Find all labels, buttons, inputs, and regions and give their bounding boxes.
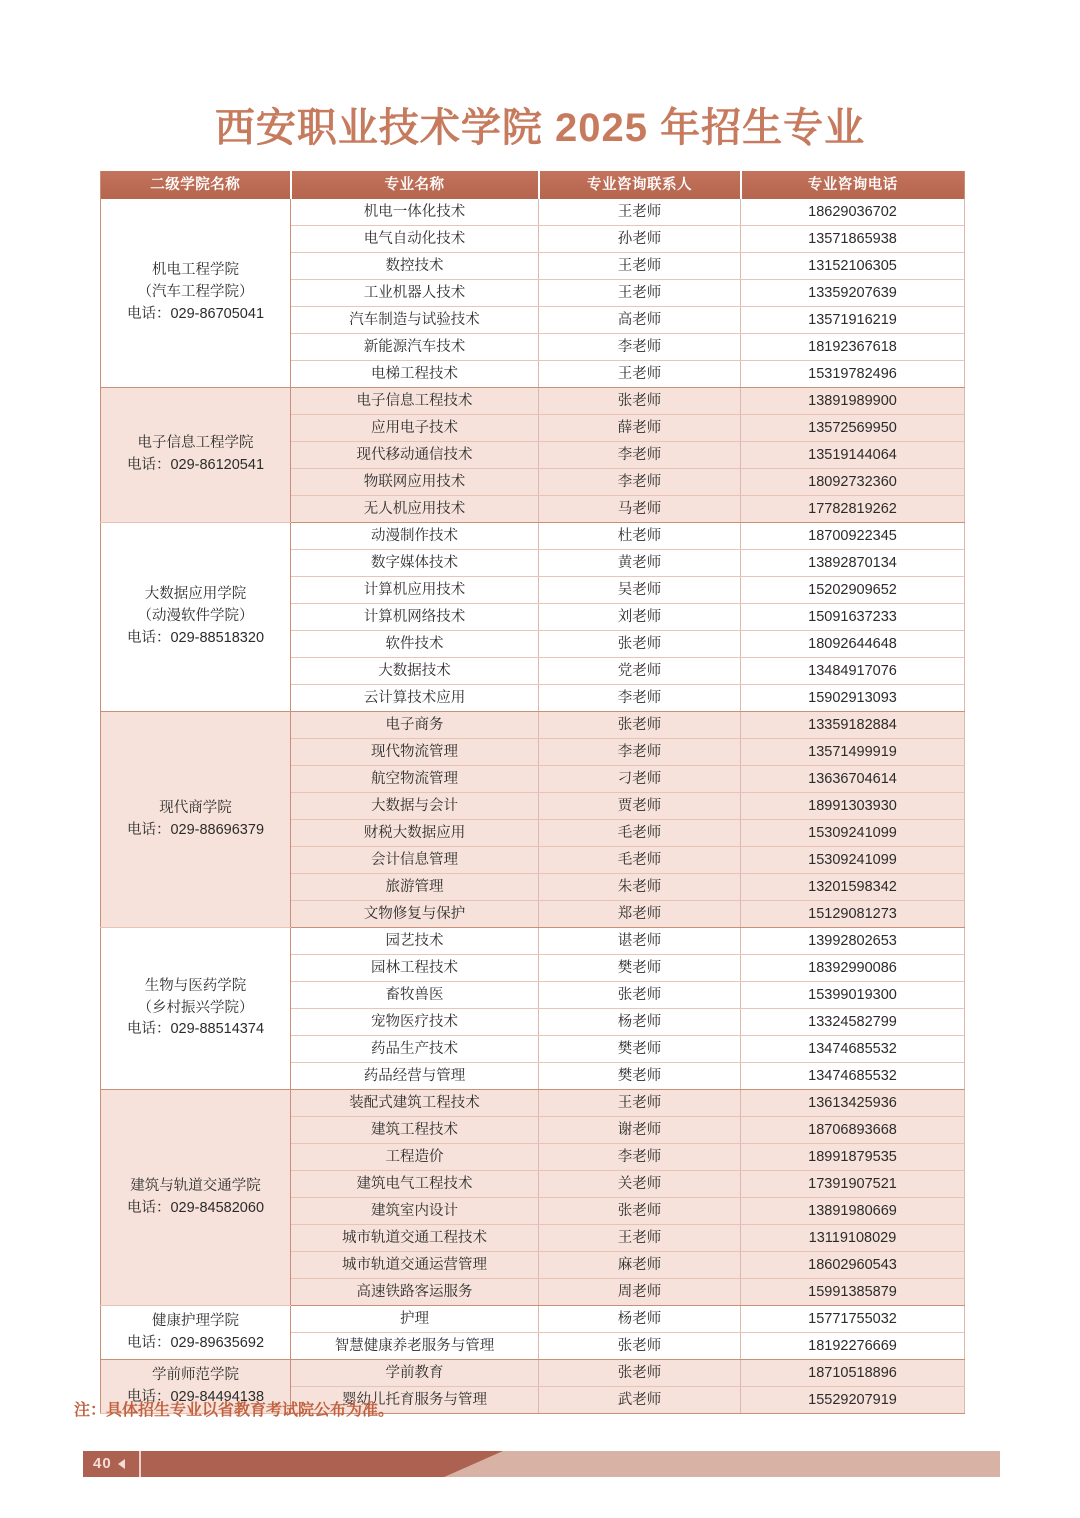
phone-cell: 18092644648 bbox=[741, 631, 965, 658]
major-cell: 数字媒体技术 bbox=[291, 550, 539, 577]
footer-bar-divider bbox=[139, 1451, 141, 1477]
contact-cell: 王老师 bbox=[539, 1090, 741, 1117]
major-cell: 高速铁路客运服务 bbox=[291, 1279, 539, 1306]
college-group bbox=[101, 712, 965, 928]
phone-cell: 13992802653 bbox=[741, 928, 965, 955]
phone-cell: 15091637233 bbox=[741, 604, 965, 631]
contact-cell: 刘老师 bbox=[539, 604, 741, 631]
major-cell: 旅游管理 bbox=[291, 874, 539, 901]
major-cell: 建筑电气工程技术 bbox=[291, 1171, 539, 1198]
major-cell: 现代物流管理 bbox=[291, 739, 539, 766]
phone-cell: 13201598342 bbox=[741, 874, 965, 901]
phone-cell: 15399019300 bbox=[741, 982, 965, 1009]
major-cell: 计算机网络技术 bbox=[291, 604, 539, 631]
phone-cell: 18192367618 bbox=[741, 334, 965, 361]
table-row bbox=[101, 1360, 965, 1387]
major-cell: 工业机器人技术 bbox=[291, 280, 539, 307]
contact-cell: 贾老师 bbox=[539, 793, 741, 820]
table-header-row bbox=[101, 171, 965, 199]
major-cell: 计算机应用技术 bbox=[291, 577, 539, 604]
contact-cell: 李老师 bbox=[539, 469, 741, 496]
contact-cell: 樊老师 bbox=[539, 1063, 741, 1090]
contact-cell: 马老师 bbox=[539, 496, 741, 523]
contact-cell: 王老师 bbox=[539, 253, 741, 280]
contact-cell: 李老师 bbox=[539, 334, 741, 361]
table-row bbox=[101, 712, 965, 739]
phone-cell: 15991385879 bbox=[741, 1279, 965, 1306]
phone-cell: 18192276669 bbox=[741, 1333, 965, 1360]
phone-cell: 18602960543 bbox=[741, 1252, 965, 1279]
major-cell: 大数据技术 bbox=[291, 658, 539, 685]
college-name-cell bbox=[101, 1306, 291, 1360]
table-row bbox=[101, 928, 965, 955]
major-cell: 数控技术 bbox=[291, 253, 539, 280]
phone-cell: 15529207919 bbox=[741, 1387, 965, 1414]
phone-cell: 18991879535 bbox=[741, 1144, 965, 1171]
major-cell: 文物修复与保护 bbox=[291, 901, 539, 928]
contact-cell: 张老师 bbox=[539, 388, 741, 415]
college-name-cell bbox=[101, 712, 291, 928]
contact-cell: 郑老师 bbox=[539, 901, 741, 928]
contact-cell: 毛老师 bbox=[539, 820, 741, 847]
phone-cell: 15129081273 bbox=[741, 901, 965, 928]
table-row bbox=[101, 523, 965, 550]
table-row bbox=[101, 1306, 965, 1333]
phone-cell: 13324582799 bbox=[741, 1009, 965, 1036]
contact-cell: 王老师 bbox=[539, 199, 741, 226]
major-cell: 护理 bbox=[291, 1306, 539, 1333]
college-group bbox=[101, 523, 965, 712]
college-name-line: 学前师范学院 bbox=[152, 1366, 239, 1383]
column-header-contact: 专业咨询联系人 bbox=[539, 171, 741, 199]
table-row bbox=[101, 388, 965, 415]
contact-cell: 李老师 bbox=[539, 1144, 741, 1171]
major-cell: 药品经营与管理 bbox=[291, 1063, 539, 1090]
college-name-line: （动漫软件学院） bbox=[137, 608, 254, 625]
contact-cell: 麻老师 bbox=[539, 1252, 741, 1279]
majors-table bbox=[100, 171, 965, 1414]
major-cell: 宠物医疗技术 bbox=[291, 1009, 539, 1036]
contact-cell: 张老师 bbox=[539, 1198, 741, 1225]
major-cell: 物联网应用技术 bbox=[291, 469, 539, 496]
contact-cell: 刁老师 bbox=[539, 766, 741, 793]
phone-cell: 15309241099 bbox=[741, 820, 965, 847]
college-name-line: 电话：029-86120541 bbox=[126, 457, 265, 473]
contact-cell: 王老师 bbox=[539, 280, 741, 307]
triangle-left-icon bbox=[118, 1459, 125, 1469]
contact-cell: 张老师 bbox=[539, 1360, 741, 1387]
page-title: 西安职业技术学院 2025 年招生专业 bbox=[214, 106, 866, 150]
contact-cell: 党老师 bbox=[539, 658, 741, 685]
page-number-badge bbox=[83, 1451, 133, 1477]
college-name-cell bbox=[101, 928, 291, 1090]
college-name-line: 健康护理学院 bbox=[152, 1312, 239, 1329]
footer-bar bbox=[83, 1451, 1000, 1477]
column-header-phone: 专业咨询电话 bbox=[741, 171, 965, 199]
contact-cell: 毛老师 bbox=[539, 847, 741, 874]
college-name-line: 现代商学院 bbox=[159, 799, 232, 816]
major-cell: 园艺技术 bbox=[291, 928, 539, 955]
contact-cell: 张老师 bbox=[539, 712, 741, 739]
phone-cell: 18710518896 bbox=[741, 1360, 965, 1387]
contact-cell: 朱老师 bbox=[539, 874, 741, 901]
college-name-line: 生物与医药学院 bbox=[144, 977, 247, 994]
phone-cell: 15202909652 bbox=[741, 577, 965, 604]
major-cell: 园林工程技术 bbox=[291, 955, 539, 982]
table-row bbox=[101, 1090, 965, 1117]
college-name-line: 电子信息工程学院 bbox=[137, 435, 254, 452]
column-header-major: 专业名称 bbox=[291, 171, 539, 199]
phone-cell: 17782819262 bbox=[741, 496, 965, 523]
phone-cell: 13571916219 bbox=[741, 307, 965, 334]
college-name-cell bbox=[101, 388, 291, 523]
college-name-cell bbox=[101, 523, 291, 712]
phone-cell: 15902913093 bbox=[741, 685, 965, 712]
major-cell: 城市轨道交通运营管理 bbox=[291, 1252, 539, 1279]
phone-cell: 13519144064 bbox=[741, 442, 965, 469]
major-cell: 智慧健康养老服务与管理 bbox=[291, 1333, 539, 1360]
major-cell: 建筑工程技术 bbox=[291, 1117, 539, 1144]
major-cell: 城市轨道交通工程技术 bbox=[291, 1225, 539, 1252]
major-cell: 财税大数据应用 bbox=[291, 820, 539, 847]
phone-cell: 13891989900 bbox=[741, 388, 965, 415]
major-cell: 畜牧兽医 bbox=[291, 982, 539, 1009]
contact-cell: 王老师 bbox=[539, 361, 741, 388]
major-cell: 电梯工程技术 bbox=[291, 361, 539, 388]
major-cell: 建筑室内设计 bbox=[291, 1198, 539, 1225]
phone-cell: 13571865938 bbox=[741, 226, 965, 253]
major-cell: 装配式建筑工程技术 bbox=[291, 1090, 539, 1117]
major-cell: 云计算技术应用 bbox=[291, 685, 539, 712]
contact-cell: 张老师 bbox=[539, 631, 741, 658]
college-name-line: 电话：029-88696379 bbox=[126, 821, 265, 838]
contact-cell: 樊老师 bbox=[539, 955, 741, 982]
table-header bbox=[101, 171, 965, 199]
phone-cell: 18629036702 bbox=[741, 199, 965, 226]
contact-cell: 孙老师 bbox=[539, 226, 741, 253]
phone-cell: 13892870134 bbox=[741, 550, 965, 577]
phone-cell: 15309241099 bbox=[741, 847, 965, 874]
college-name-line: （汽车工程学院） bbox=[137, 284, 254, 301]
college-name-line: 电话：029-88518320 bbox=[126, 629, 265, 646]
college-name-line: 电话：029-84582060 bbox=[126, 1199, 265, 1216]
major-cell: 现代移动通信技术 bbox=[291, 442, 539, 469]
major-cell: 应用电子技术 bbox=[291, 415, 539, 442]
major-cell: 汽车制造与试验技术 bbox=[291, 307, 539, 334]
contact-cell: 樊老师 bbox=[539, 1036, 741, 1063]
footer-bar-dark-segment bbox=[83, 1451, 503, 1477]
contact-cell: 谌老师 bbox=[539, 928, 741, 955]
major-cell: 电子信息工程技术 bbox=[291, 388, 539, 415]
phone-cell: 13572569950 bbox=[741, 415, 965, 442]
phone-cell: 13636704614 bbox=[741, 766, 965, 793]
column-header-college: 二级学院名称 bbox=[101, 171, 291, 199]
phone-cell: 13474685532 bbox=[741, 1063, 965, 1090]
major-cell: 软件技术 bbox=[291, 631, 539, 658]
major-cell: 工程造价 bbox=[291, 1144, 539, 1171]
phone-cell: 18991303930 bbox=[741, 793, 965, 820]
contact-cell: 谢老师 bbox=[539, 1117, 741, 1144]
contact-cell: 李老师 bbox=[539, 739, 741, 766]
major-cell: 电气自动化技术 bbox=[291, 226, 539, 253]
major-cell: 会计信息管理 bbox=[291, 847, 539, 874]
footnote: 注：具体招生专业以省教育考试院公布为准。 bbox=[74, 1402, 395, 1419]
college-group bbox=[101, 199, 965, 388]
phone-cell: 13613425936 bbox=[741, 1090, 965, 1117]
major-cell: 大数据与会计 bbox=[291, 793, 539, 820]
phone-cell: 13152106305 bbox=[741, 253, 965, 280]
phone-cell: 13359182884 bbox=[741, 712, 965, 739]
college-name-line: 大数据应用学院 bbox=[144, 586, 247, 603]
contact-cell: 周老师 bbox=[539, 1279, 741, 1306]
major-cell: 学前教育 bbox=[291, 1360, 539, 1387]
contact-cell: 王老师 bbox=[539, 1225, 741, 1252]
phone-cell: 15771755032 bbox=[741, 1306, 965, 1333]
college-name-line: 机电工程学院 bbox=[152, 262, 239, 279]
college-name-cell bbox=[101, 1090, 291, 1306]
contact-cell: 吴老师 bbox=[539, 577, 741, 604]
contact-cell: 杨老师 bbox=[539, 1009, 741, 1036]
phone-cell: 13474685532 bbox=[741, 1036, 965, 1063]
college-name-line: 电话：029-88514374 bbox=[126, 1021, 265, 1038]
contact-cell: 张老师 bbox=[539, 1333, 741, 1360]
phone-cell: 18392990086 bbox=[741, 955, 965, 982]
major-cell: 航空物流管理 bbox=[291, 766, 539, 793]
college-group bbox=[101, 388, 965, 523]
phone-cell: 18706893668 bbox=[741, 1117, 965, 1144]
contact-cell: 李老师 bbox=[539, 442, 741, 469]
majors-table-container bbox=[100, 171, 964, 1414]
college-group bbox=[101, 1090, 965, 1306]
phone-cell: 13484917076 bbox=[741, 658, 965, 685]
phone-cell: 13571499919 bbox=[741, 739, 965, 766]
college-name-line: 建筑与轨道交通学院 bbox=[130, 1177, 261, 1194]
major-cell: 机电一体化技术 bbox=[291, 199, 539, 226]
major-cell: 无人机应用技术 bbox=[291, 496, 539, 523]
contact-cell: 高老师 bbox=[539, 307, 741, 334]
college-group bbox=[101, 928, 965, 1090]
college-name-line: 电话：029-89635692 bbox=[126, 1334, 265, 1351]
table-row bbox=[101, 199, 965, 226]
college-group bbox=[101, 1306, 965, 1360]
college-name-cell bbox=[101, 199, 291, 388]
major-cell: 动漫制作技术 bbox=[291, 523, 539, 550]
major-cell: 药品生产技术 bbox=[291, 1036, 539, 1063]
major-cell: 电子商务 bbox=[291, 712, 539, 739]
contact-cell: 张老师 bbox=[539, 982, 741, 1009]
phone-cell: 13891980669 bbox=[741, 1198, 965, 1225]
phone-cell: 13119108029 bbox=[741, 1225, 965, 1252]
college-name-line: 电话：029-86705041 bbox=[126, 305, 265, 322]
phone-cell: 13359207639 bbox=[741, 280, 965, 307]
college-name-line: 电话：029-84494138 bbox=[126, 1388, 265, 1405]
contact-cell: 武老师 bbox=[539, 1387, 741, 1414]
major-cell: 新能源汽车技术 bbox=[291, 334, 539, 361]
phone-cell: 18092732360 bbox=[741, 469, 965, 496]
contact-cell: 薛老师 bbox=[539, 415, 741, 442]
phone-cell: 18700922345 bbox=[741, 523, 965, 550]
page-number: 40 bbox=[93, 1455, 112, 1472]
contact-cell: 杜老师 bbox=[539, 523, 741, 550]
contact-cell: 黄老师 bbox=[539, 550, 741, 577]
phone-cell: 15319782496 bbox=[741, 361, 965, 388]
phone-cell: 17391907521 bbox=[741, 1171, 965, 1198]
college-name-line: （乡村振兴学院） bbox=[137, 999, 254, 1016]
major-cell: 婴幼儿托育服务与管理 bbox=[291, 1387, 539, 1414]
contact-cell: 关老师 bbox=[539, 1171, 741, 1198]
contact-cell: 李老师 bbox=[539, 685, 741, 712]
contact-cell: 杨老师 bbox=[539, 1306, 741, 1333]
